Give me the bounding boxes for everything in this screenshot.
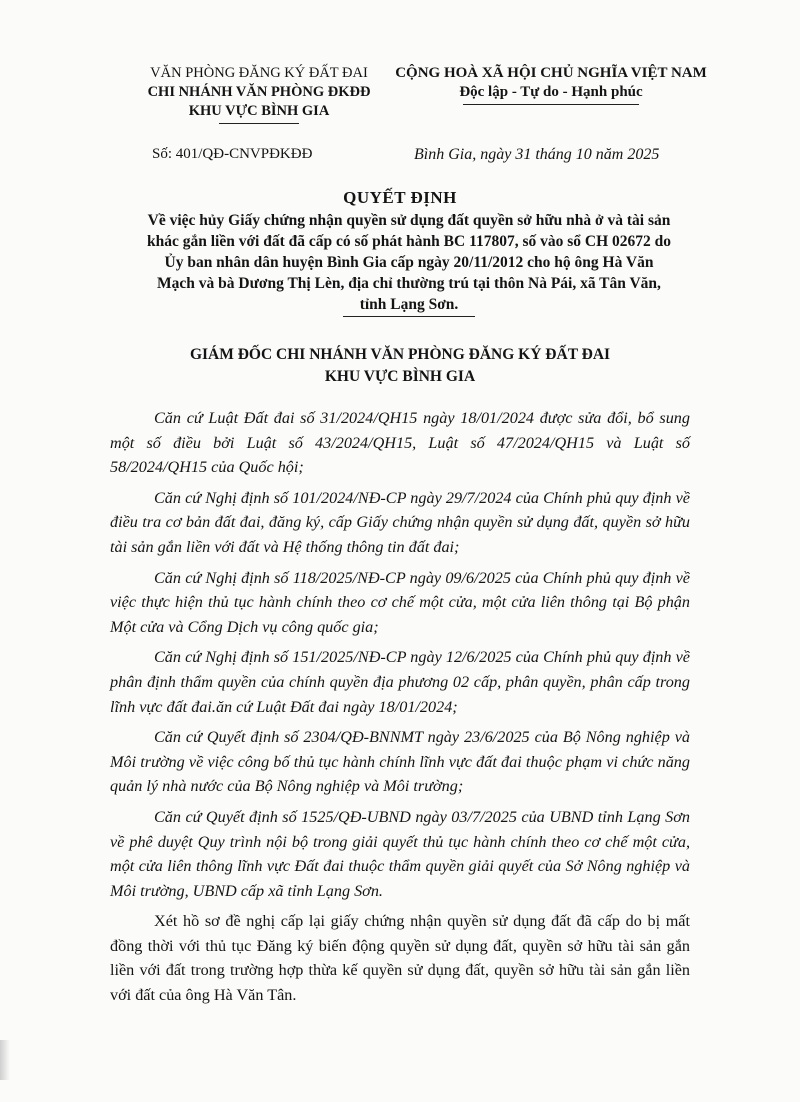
- document-title: QUYẾT ĐỊNH: [343, 188, 457, 207]
- authority-heading: [0, 344, 800, 388]
- agency-underline: [219, 123, 299, 124]
- document-date: Bình Gia, ngày 31 tháng 10 năm 2025: [414, 146, 660, 163]
- subject-line: Ủy ban nhân dân huyện Bình Gia cấp ngày 20/11/2012 cho hộ ông Hà Văn: [164, 254, 654, 271]
- document-header: [0, 64, 800, 134]
- legal-basis-paragraph: Căn cứ Nghị định số 101/2024/NĐ-CP ngày 29/7/2024 của Chính phủ quy định về điều tra cơ bản đất đai, đăng ký, cấp Giấy chứng nhận quyền sử dụng đất, quyền sở hữu tài sản gắn liền với đất và Hệ thống thông tin đất đai;: [110, 488, 690, 556]
- authority-line-1: GIÁM ĐỐC CHI NHÁNH VĂN PHÒNG ĐĂNG KÝ ĐẤT ĐAI: [189, 346, 611, 363]
- motto: Độc lập - Tự do - Hạnh phúc: [459, 84, 643, 100]
- agency-line-1: VĂN PHÒNG ĐĂNG KÝ ĐẤT ĐAI: [150, 65, 368, 81]
- subject-underline: [343, 316, 475, 317]
- country-name: CỘNG HOÀ XÃ HỘI CHỦ NGHĨA VIỆT NAM: [395, 65, 707, 81]
- scan-edge-shadow: [0, 1040, 10, 1080]
- document-subject: [130, 210, 688, 317]
- subject-line: khác gắn liền với đất đã cấp có số phát hành BC 117807, số vào sổ CH 02672 do: [146, 233, 672, 250]
- consideration-paragraph: Xét hồ sơ đề nghị cấp lại giấy chứng nhận quyền sử dụng đất đã cấp do bị mất đồng thời với thủ tục Đăng ký biến động quyền sử dụng đất, quyền sở hữu tài sản gắn liền với đất trong trường hợp thừa kế quyền sử dụng đất, quyền sở hữu tài sản gắn liền với đất của ông Hà Văn Tân.: [110, 912, 690, 1005]
- subject-line: Mạch và bà Dương Thị Lèn, địa chỉ thường trú tại thôn Nà Pái, xã Tân Văn,: [157, 275, 661, 292]
- subject-line: tỉnh Lạng Sơn.: [359, 296, 459, 313]
- agency-line-3: KHU VỰC BÌNH GIA: [188, 103, 330, 119]
- subject-line: Về việc hủy Giấy chứng nhận quyền sử dụng đất quyền sở hữu nhà ở và tài sản: [147, 212, 671, 229]
- legal-basis-paragraph: Căn cứ Quyết định số 2304/QĐ-BNNMT ngày 23/6/2025 của Bộ Nông nghiệp và Môi trường về việc công bố thủ tục hành chính lĩnh vực đất đai thuộc phạm vi chức năng quản lý nhà nước của Bộ Nông nghiệp và Môi trường;: [110, 728, 690, 796]
- document-body: [110, 406, 690, 1014]
- legal-basis-paragraph: Căn cứ Luật Đất đai số 31/2024/QH15 ngày 18/01/2024 được sửa đổi, bổ sung một số điều bởi Luật số 43/2024/QH15, Luật số 47/2024/QH15 và Luật số 58/2024/QH15 của Quốc hội;: [110, 409, 690, 477]
- document-number: Số: 401/QĐ-CNVPĐKĐĐ: [152, 146, 313, 162]
- agency-line-2: CHI NHÁNH VĂN PHÒNG ĐKĐĐ: [147, 84, 371, 100]
- issuing-agency: [108, 64, 410, 124]
- legal-basis-paragraph: Căn cứ Nghị định số 118/2025/NĐ-CP ngày 09/6/2025 của Chính phủ quy định về việc thực hiện thủ tục hành chính theo cơ chế một cửa, một cửa liên thông tại Bộ phận Một cửa và Cổng Dịch vụ công quốc gia;: [110, 568, 690, 636]
- authority-line-2: KHU VỰC BÌNH GIA: [324, 368, 476, 385]
- motto-underline: [463, 104, 639, 105]
- national-motto: [386, 64, 716, 105]
- legal-basis-paragraph: Căn cứ Nghị định số 151/2025/NĐ-CP ngày 12/6/2025 của Chính phủ quy định về phân định thẩm quyền của chính quyền địa phương 02 cấp, phân quyền, phân cấp trong lĩnh vực đất đai.ăn cứ Luật Đất đai ngày 18/01/2024;: [110, 648, 690, 716]
- legal-basis-paragraph: Căn cứ Quyết định số 1525/QĐ-UBND ngày 03/7/2025 của UBND tỉnh Lạng Sơn về phê duyệt Quy trình nội bộ trong giải quyết thủ tục hành chính theo cơ chế một cửa, một cửa liên thông lĩnh vực Đất đai thuộc thẩm quyền giải quyết của Sở Nông nghiệp và Môi trường, UBND cấp xã tỉnh Lạng Sơn.: [110, 807, 690, 900]
